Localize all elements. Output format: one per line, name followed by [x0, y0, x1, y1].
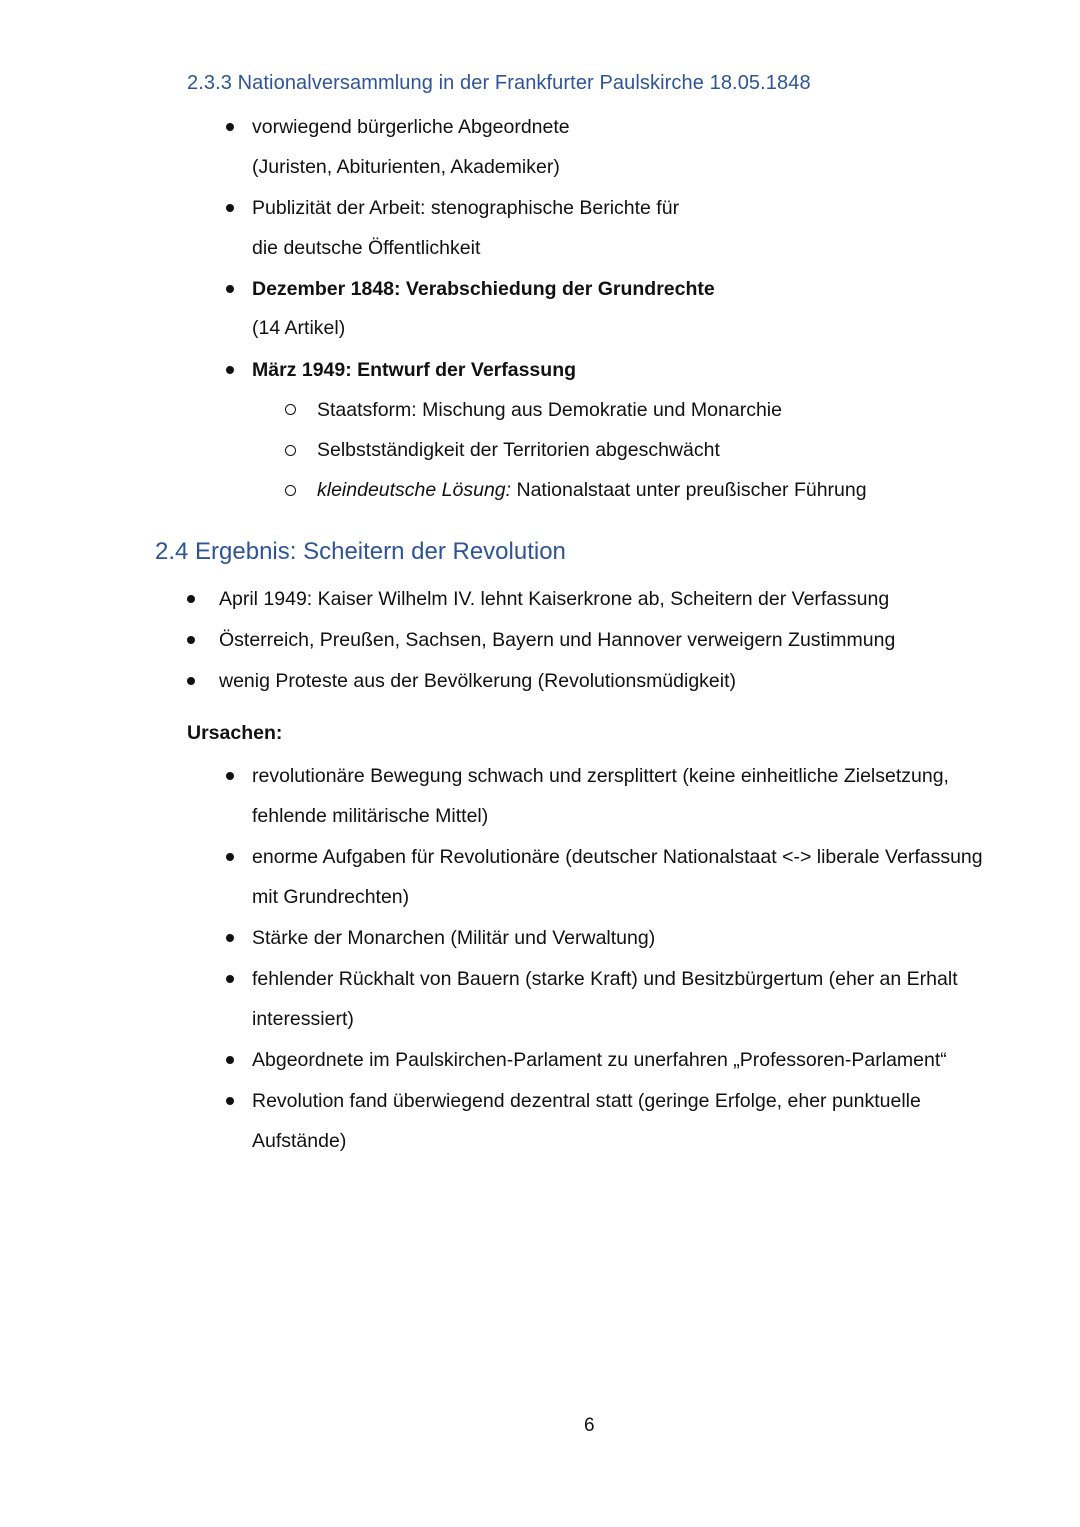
- list-item: April 1949: Kaiser Wilhelm IV. lehnt Kaiserkrone ab, Scheitern der Verfassung: [219, 588, 890, 610]
- circle-bullet-icon: [285, 485, 296, 496]
- list-item: Abgeordnete im Paulskirchen-Parlament zu unerfahren „Professoren-Parlament“: [252, 1049, 947, 1071]
- page-number: 6: [584, 1415, 595, 1436]
- list-item-continuation: (14 Artikel): [252, 317, 346, 339]
- bullet-icon: [226, 975, 234, 983]
- list-item-continuation: mit Grundrechten): [252, 886, 410, 908]
- list-item-continuation: fehlende militärische Mittel): [252, 805, 489, 827]
- list-item-continuation: (Juristen, Abiturienten, Akademiker): [252, 156, 560, 178]
- bold-text: Dezember 1848: Verabschiedung der Grundrechte: [252, 278, 715, 300]
- sublist-item: [317, 478, 867, 502]
- list-item: Publizität der Arbeit: stenographische Berichte für: [252, 197, 680, 219]
- causes-label: Ursachen:: [187, 722, 283, 744]
- heading-2-3-3: 2.3.3 Nationalversammlung in der Frankfurter Paulskirche 18.05.1848: [187, 72, 811, 94]
- bullet-icon: [226, 123, 234, 131]
- sublist-item: Selbstständigkeit der Territorien abgeschwächt: [317, 439, 720, 461]
- list-item-continuation: interessiert): [252, 1008, 354, 1030]
- list-item: revolutionäre Bewegung schwach und zersplittert (keine einheitliche Zielsetzung,: [252, 765, 949, 787]
- sublist-item-text: Nationalstaat unter preußischer Führung: [511, 479, 867, 501]
- list-item: Österreich, Preußen, Sachsen, Bayern und Hannover verweigern Zustimmung: [219, 629, 896, 651]
- bullet-icon: [226, 934, 234, 942]
- list-item: vorwiegend bürgerliche Abgeordnete: [252, 116, 570, 138]
- list-item: fehlender Rückhalt von Bauern (starke Kraft) und Besitzbürgertum (eher an Erhalt: [252, 968, 958, 990]
- bullet-icon: [226, 204, 234, 212]
- bullet-icon: [226, 853, 234, 861]
- bullet-icon: [226, 772, 234, 780]
- bullet-icon: [187, 595, 195, 603]
- bold-text: März 1949: Entwurf der Verfassung: [252, 359, 577, 381]
- list-item-bold: [252, 358, 576, 382]
- list-item: enorme Aufgaben für Revolutionäre (deutscher Nationalstaat <-> liberale Verfassung: [252, 846, 983, 868]
- circle-bullet-icon: [285, 404, 296, 415]
- bullet-icon: [226, 366, 234, 374]
- heading-2-4: 2.4 Ergebnis: Scheitern der Revolution: [155, 538, 566, 565]
- list-item-continuation: die deutsche Öffentlichkeit: [252, 237, 481, 259]
- list-item-bold: [252, 277, 715, 301]
- list-item: wenig Proteste aus der Bevölkerung (Revolutionsmüdigkeit): [219, 670, 737, 692]
- bullet-icon: [226, 285, 234, 293]
- sublist-item: Staatsform: Mischung aus Demokratie und Monarchie: [317, 399, 782, 421]
- italic-term: kleindeutsche Lösung:: [317, 479, 512, 501]
- bullet-icon: [187, 677, 195, 685]
- list-item: Revolution fand überwiegend dezentral statt (geringe Erfolge, eher punktuelle: [252, 1090, 921, 1112]
- bullet-icon: [226, 1097, 234, 1105]
- bullet-icon: [226, 1056, 234, 1064]
- circle-bullet-icon: [285, 445, 296, 456]
- list-item: Stärke der Monarchen (Militär und Verwaltung): [252, 927, 656, 949]
- bullet-icon: [187, 636, 195, 644]
- list-item-continuation: Aufstände): [252, 1130, 347, 1152]
